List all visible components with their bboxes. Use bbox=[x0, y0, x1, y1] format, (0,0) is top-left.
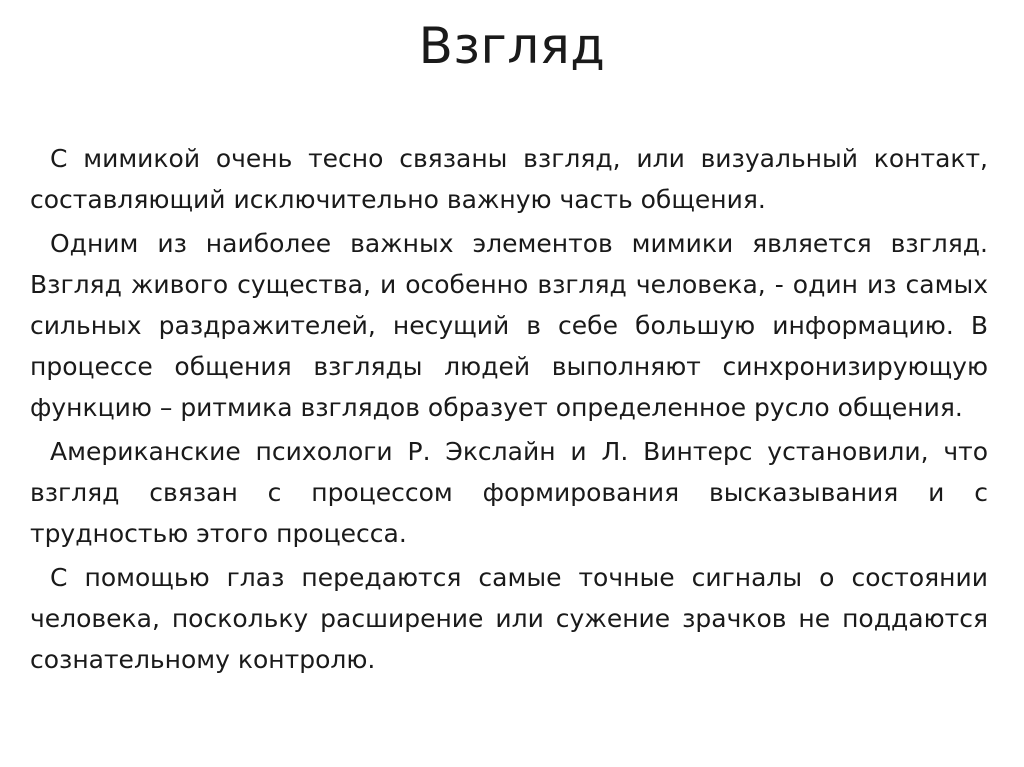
slide-body bbox=[30, 138, 988, 683]
paragraph-2: Одним из наиболее важных элементов мимики является взгляд. Взгляд живого существа, и особенно взгляд человека, - один из самых сильных раздражителей, несущий в себе большую информацию. В процессе общения взгляды людей выполняют синхронизирующую функцию – ритмика взглядов образует определенное русло общения. bbox=[30, 229, 988, 422]
slide-title: Взгляд bbox=[418, 17, 606, 75]
paragraph-1: С мимикой очень тесно связаны взгляд, или визуальный контакт, составляющий исключительно важную часть общения. bbox=[30, 144, 988, 214]
paragraph-3: Американские психологи Р. Экслайн и Л. Винтерс установили, что взгляд связан с процессом формирования высказывания и с трудностью этого процесса. bbox=[30, 437, 988, 548]
paragraph-4: С помощью глаз передаются самые точные сигналы о состоянии человека, поскольку расширение или сужение зрачков не поддаются сознательному контролю. bbox=[30, 563, 988, 674]
